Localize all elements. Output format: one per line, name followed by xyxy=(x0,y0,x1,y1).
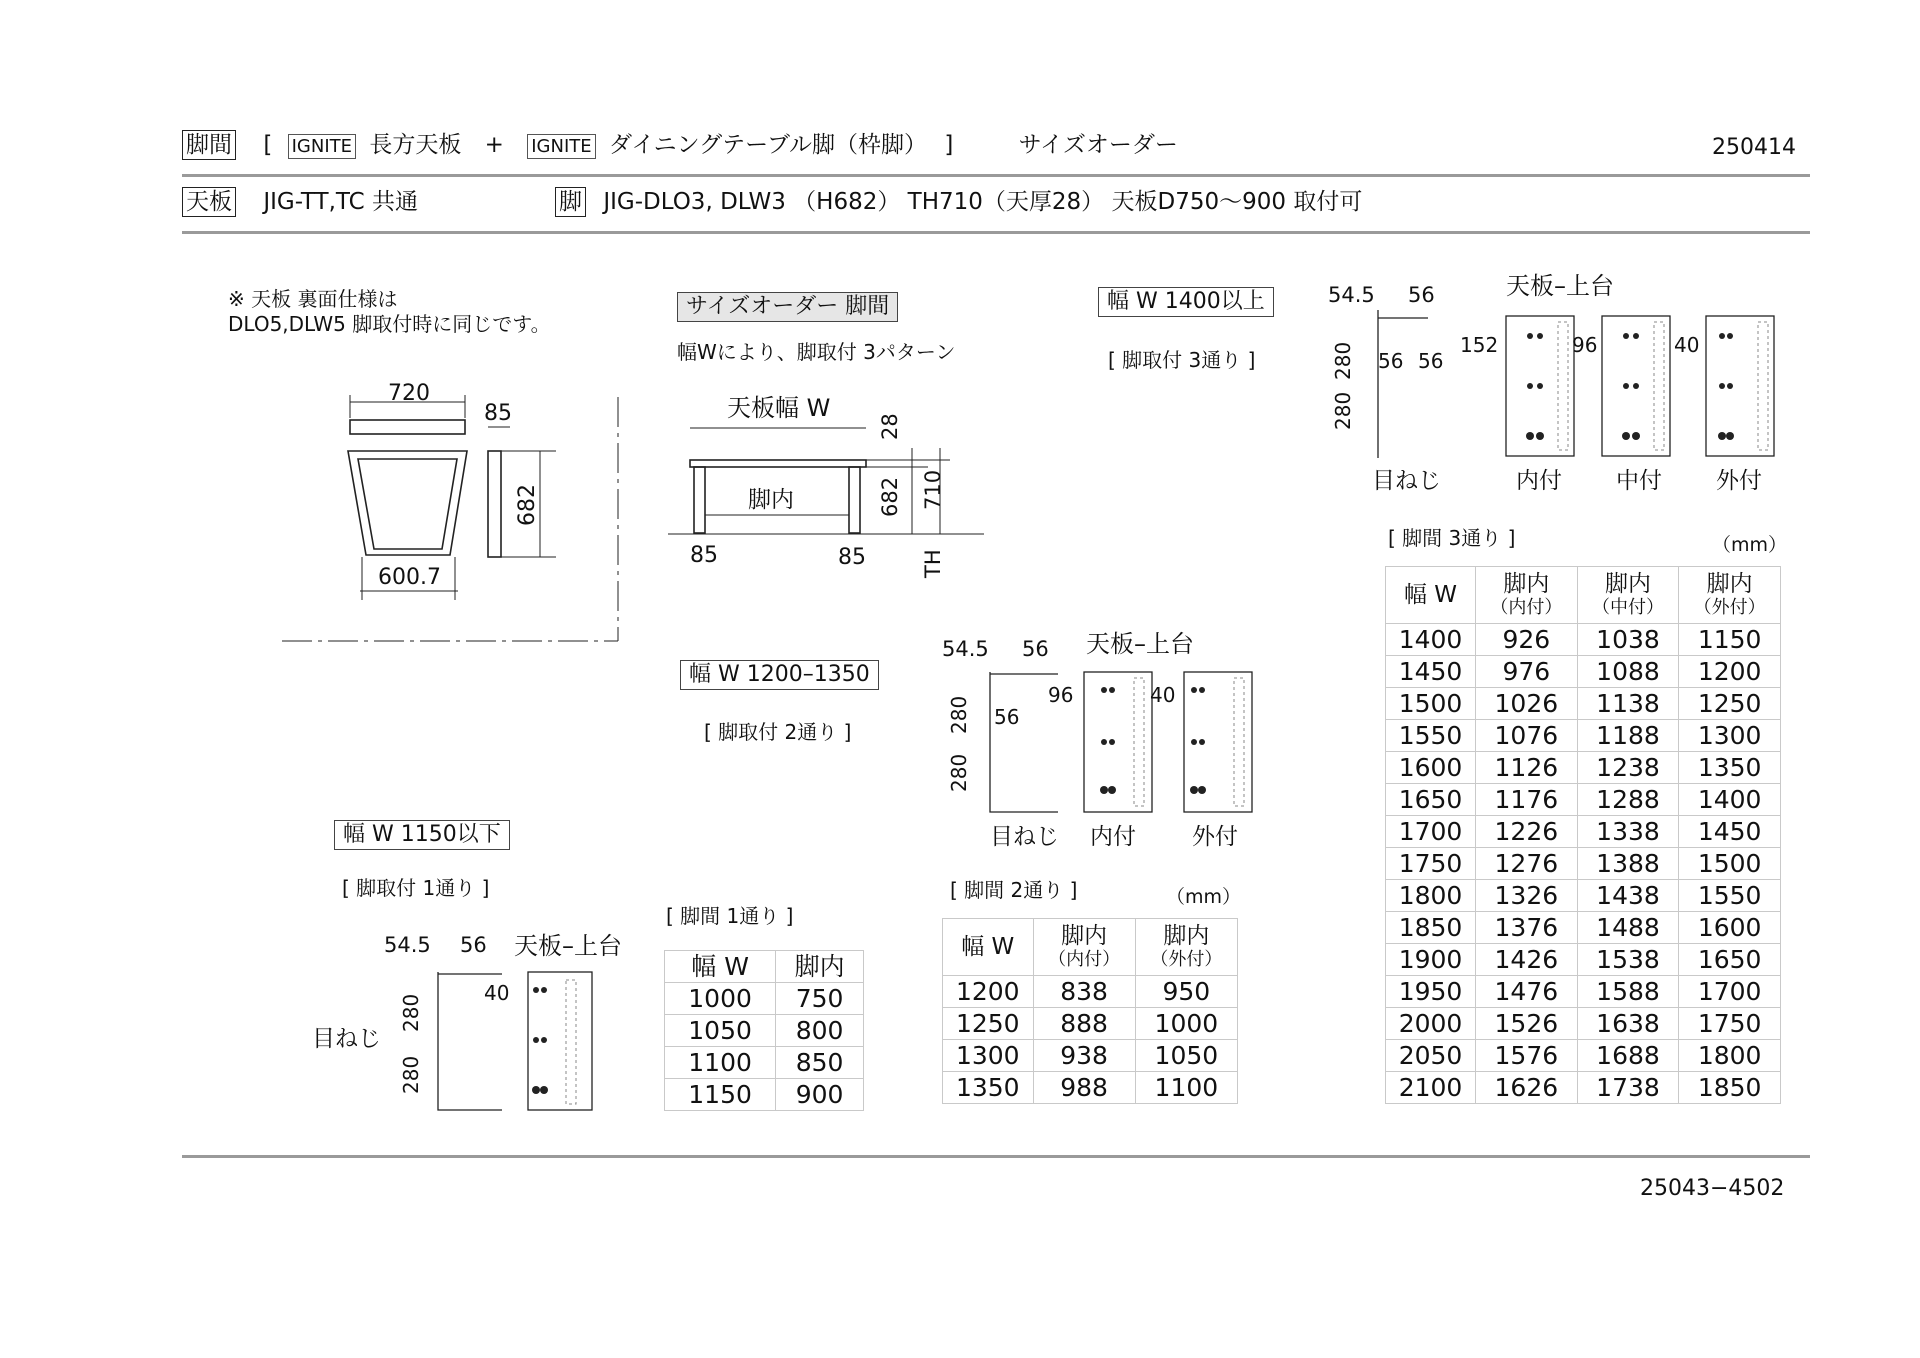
table-cell: 1800 xyxy=(1386,880,1476,912)
w1400-label-outer: 外付 xyxy=(1716,468,1762,494)
header-label: 脚内 xyxy=(1706,571,1753,598)
table-1 xyxy=(664,950,864,1111)
w1150-d56: 56 xyxy=(460,933,487,957)
header-sublabel: （外付） xyxy=(1150,948,1223,970)
table-cell: 1500 xyxy=(1679,848,1781,880)
table-cell: 1950 xyxy=(1386,976,1476,1008)
w1200-label-screw: 目ねじ xyxy=(990,824,1059,850)
table-cell: 1350 xyxy=(1679,752,1781,784)
w1400-sub: [ 脚取付 3通り ] xyxy=(1108,348,1256,372)
table-cell: 1500 xyxy=(1386,688,1476,720)
table-cell: 1538 xyxy=(1577,944,1679,976)
table-row xyxy=(1386,848,1781,880)
table-cell: 850 xyxy=(776,1047,864,1079)
table-cell: 1438 xyxy=(1577,880,1679,912)
w1400-d56c: 56 xyxy=(1418,349,1444,373)
table-cell: 1450 xyxy=(1386,656,1476,688)
table-cell: 1700 xyxy=(1679,976,1781,1008)
brand-tag-1: IGNITE xyxy=(288,134,356,159)
w1150-label-screw: 目ねじ xyxy=(312,1026,381,1052)
w1200-d56b: 56 xyxy=(994,705,1020,729)
divider-3 xyxy=(182,1155,1810,1158)
table-cell: 1750 xyxy=(1679,1008,1781,1040)
table-cell: 1250 xyxy=(943,1008,1034,1040)
table-row xyxy=(1386,1072,1781,1104)
dim-682-b: 682 xyxy=(878,476,902,517)
table-cell: 1188 xyxy=(1577,720,1679,752)
bracket-close: ] xyxy=(944,132,954,158)
table-cell: 1650 xyxy=(1386,784,1476,816)
table-row xyxy=(943,1040,1238,1072)
table-cell: 838 xyxy=(1033,976,1135,1008)
w1200-label-outer: 外付 xyxy=(1192,824,1238,850)
table-cell: 1576 xyxy=(1476,1040,1578,1072)
table-cell: 2050 xyxy=(1386,1040,1476,1072)
table-header-cell xyxy=(943,919,1034,976)
table-cell: 1326 xyxy=(1476,880,1578,912)
table-row xyxy=(1386,688,1781,720)
table-row xyxy=(1386,720,1781,752)
table-cell: 1000 xyxy=(1135,1008,1237,1040)
dim-85-right: 85 xyxy=(838,545,866,570)
table-cell: 1000 xyxy=(665,983,776,1015)
w1400-tag: 幅 W 1400以上 xyxy=(1098,287,1274,317)
table-cell: 1238 xyxy=(1577,752,1679,784)
table-cell: 1388 xyxy=(1577,848,1679,880)
table-cell: 1626 xyxy=(1476,1072,1578,1104)
table-cell: 1126 xyxy=(1476,752,1578,784)
w1400-d280b: 280 xyxy=(1331,391,1355,430)
w1150-d40: 40 xyxy=(484,981,510,1005)
table-header-cell xyxy=(1476,567,1578,624)
table-cell: 1850 xyxy=(1679,1072,1781,1104)
table-cell: 1650 xyxy=(1679,944,1781,976)
table-cell: 1226 xyxy=(1476,816,1578,848)
table-row xyxy=(1386,816,1781,848)
table-cell: 988 xyxy=(1033,1072,1135,1104)
table-cell: 1338 xyxy=(1577,816,1679,848)
w1150-d280b: 280 xyxy=(399,1055,423,1094)
table-row xyxy=(665,951,864,983)
header-sublabel: （中付） xyxy=(1591,596,1664,618)
table-cell: 1588 xyxy=(1577,976,1679,1008)
w1200-d40: 40 xyxy=(1150,683,1176,707)
table2-unit: （mm） xyxy=(1166,886,1242,908)
table-cell: 1200 xyxy=(943,976,1034,1008)
table-header-row xyxy=(943,919,1238,976)
w1400-d96: 96 xyxy=(1572,333,1598,357)
table-cell: 976 xyxy=(1476,656,1578,688)
table-cell: 1250 xyxy=(1679,688,1781,720)
leg-model-text: JIG-DLO3, DLW3 （H682） TH710（天厚28） 天板D750〜900 取付可 xyxy=(603,189,1363,215)
table-cell: 1200 xyxy=(1679,656,1781,688)
table-row xyxy=(1386,624,1781,656)
table-row xyxy=(665,983,864,1015)
table-cell: 1176 xyxy=(1476,784,1578,816)
table-header-cell xyxy=(1135,919,1237,976)
w1200-d56a: 56 xyxy=(1022,637,1049,661)
table-2 xyxy=(942,918,1238,1104)
table-header-row xyxy=(1386,567,1781,624)
dim-85-side: 85 xyxy=(484,401,512,426)
table-cell: 1638 xyxy=(1577,1008,1679,1040)
w1400-d280a: 280 xyxy=(1331,341,1355,380)
table-cell: 1750 xyxy=(1386,848,1476,880)
header-sublabel: （内付） xyxy=(1048,948,1121,970)
note-line-1: ※ 天板 裏面仕様は xyxy=(228,287,398,311)
table-cell: 1526 xyxy=(1476,1008,1578,1040)
header-label: 幅 W xyxy=(961,933,1015,960)
table-cell: 1150 xyxy=(665,1079,776,1111)
dim-720: 720 xyxy=(388,381,430,406)
w1400-label-inner: 内付 xyxy=(1516,468,1562,494)
table1-head-w: 幅 W xyxy=(665,951,776,983)
w1200-d96: 96 xyxy=(1048,683,1074,707)
table-cell: 1550 xyxy=(1386,720,1476,752)
w1400-d56a: 56 xyxy=(1408,283,1435,307)
table-row xyxy=(1386,784,1781,816)
tag-tenban: 天板 xyxy=(182,187,236,217)
table-cell: 888 xyxy=(1033,1008,1135,1040)
table-row xyxy=(665,1047,864,1079)
table-cell: 1050 xyxy=(665,1015,776,1047)
plus-sign: + xyxy=(484,132,504,158)
table-row xyxy=(1386,976,1781,1008)
table-cell: 950 xyxy=(1135,976,1237,1008)
table-row xyxy=(1386,912,1781,944)
size-order-tag: サイズオーダー 脚間 xyxy=(677,292,898,322)
bracket-open: [ xyxy=(263,132,273,158)
w1200-sub: [ 脚取付 2通り ] xyxy=(704,720,852,744)
table-cell: 1138 xyxy=(1577,688,1679,720)
table-cell: 1400 xyxy=(1386,624,1476,656)
table-header-cell xyxy=(1577,567,1679,624)
w1200-label-inner: 内付 xyxy=(1090,824,1136,850)
table-row xyxy=(665,1015,864,1047)
table-cell: 1038 xyxy=(1577,624,1679,656)
table-row xyxy=(665,1079,864,1111)
note-line-2: DLO5,DLW5 脚取付時に同じです。 xyxy=(228,312,551,336)
w1200-tag: 幅 W 1200–1350 xyxy=(680,660,879,690)
tag-leg: 脚 xyxy=(555,187,586,217)
table-cell: 1076 xyxy=(1476,720,1578,752)
tag-kyakukan: 脚間 xyxy=(182,130,236,160)
table-header-cell xyxy=(1386,567,1476,624)
table-row xyxy=(1386,1040,1781,1072)
table-cell: 1050 xyxy=(1135,1040,1237,1072)
table-cell: 1276 xyxy=(1476,848,1578,880)
table2-title: [ 脚間 2通り ] xyxy=(950,878,1078,902)
table1-title: [ 脚間 1通り ] xyxy=(666,904,794,928)
w1200-d280a: 280 xyxy=(947,695,971,734)
table-3 xyxy=(1385,566,1781,1104)
label-top-width: 天板幅 W xyxy=(727,394,831,422)
w1150-d280a: 280 xyxy=(399,993,423,1032)
table-row xyxy=(1386,656,1781,688)
table-cell: 1100 xyxy=(1135,1072,1237,1104)
table-cell: 1550 xyxy=(1679,880,1781,912)
w1400-d56b: 56 xyxy=(1378,349,1404,373)
table-cell: 1850 xyxy=(1386,912,1476,944)
table-cell: 1450 xyxy=(1679,816,1781,848)
header-sublabel: （外付） xyxy=(1693,596,1766,618)
brand-tag-2: IGNITE xyxy=(527,134,595,159)
dim-28: 28 xyxy=(878,413,902,440)
table-cell: 926 xyxy=(1476,624,1578,656)
table-cell: 900 xyxy=(776,1079,864,1111)
dim-682: 682 xyxy=(515,484,540,526)
table-cell: 1350 xyxy=(943,1072,1034,1104)
table-cell: 1688 xyxy=(1577,1040,1679,1072)
w1400-label-screw: 目ねじ xyxy=(1372,468,1441,494)
w1400-top-label: 天板–上台 xyxy=(1506,272,1614,300)
size-order-desc: 幅Wにより、脚取付 3パターン xyxy=(677,340,956,364)
header-label: 脚内 xyxy=(1061,923,1108,950)
footer-code: 25043−4502 xyxy=(1640,1176,1785,1201)
table-cell: 1476 xyxy=(1476,976,1578,1008)
dim-600: 600.7 xyxy=(378,565,441,590)
header-label: 脚内 xyxy=(1163,923,1210,950)
table-cell: 938 xyxy=(1033,1040,1135,1072)
table-row xyxy=(1386,880,1781,912)
table-cell: 2000 xyxy=(1386,1008,1476,1040)
table-cell: 1300 xyxy=(943,1040,1034,1072)
table-cell: 1426 xyxy=(1476,944,1578,976)
table-cell: 1088 xyxy=(1577,656,1679,688)
w1400-d40: 40 xyxy=(1674,333,1700,357)
header-sublabel: （内付） xyxy=(1490,596,1563,618)
table-row xyxy=(943,1072,1238,1104)
table-cell: 1376 xyxy=(1476,912,1578,944)
w1150-sub: [ 脚取付 1通り ] xyxy=(342,876,490,900)
table-cell: 1300 xyxy=(1679,720,1781,752)
w1400-d152: 152 xyxy=(1460,333,1499,357)
w1400-label-mid: 中付 xyxy=(1616,468,1662,494)
w1400-d545: 54.5 xyxy=(1328,283,1375,307)
dim-85-left: 85 xyxy=(690,543,718,568)
w1200-d280b: 280 xyxy=(947,753,971,792)
table-cell: 1150 xyxy=(1679,624,1781,656)
header-label: 幅 W xyxy=(1403,581,1458,608)
table3-unit: （mm） xyxy=(1712,534,1788,556)
table-cell: 1100 xyxy=(665,1047,776,1079)
table-cell: 1488 xyxy=(1577,912,1679,944)
table-header-cell xyxy=(1033,919,1135,976)
w1150-top-label: 天板–上台 xyxy=(514,932,622,960)
table3-title: [ 脚間 3通り ] xyxy=(1388,526,1516,550)
header-label: 脚内 xyxy=(1503,571,1550,598)
table-cell: 1738 xyxy=(1577,1072,1679,1104)
item-top: 長方天板 xyxy=(369,132,462,158)
table1-head-inner: 脚内 xyxy=(776,951,864,983)
table-row xyxy=(1386,752,1781,784)
dim-710: 710 xyxy=(921,469,945,510)
w1200-top-label: 天板–上台 xyxy=(1086,630,1194,658)
w1200-d545: 54.5 xyxy=(942,637,989,661)
doc-date-code: 250414 xyxy=(1712,135,1796,160)
table-cell: 1400 xyxy=(1679,784,1781,816)
table-cell: 2100 xyxy=(1386,1072,1476,1104)
table-row xyxy=(943,1008,1238,1040)
table-cell: 750 xyxy=(776,983,864,1015)
label-inner: 脚内 xyxy=(748,487,794,513)
table-cell: 1800 xyxy=(1679,1040,1781,1072)
table-row xyxy=(943,976,1238,1008)
item-leg: ダイニングテーブル脚（枠脚） xyxy=(608,132,928,158)
dim-th: TH xyxy=(921,549,945,578)
table-cell: 1026 xyxy=(1476,688,1578,720)
top-model-text: JIG-TT,TC 共通 xyxy=(263,189,418,215)
size-order-label: サイズオーダー xyxy=(1018,132,1178,158)
table-cell: 800 xyxy=(776,1015,864,1047)
table-cell: 1288 xyxy=(1577,784,1679,816)
table-row xyxy=(1386,1008,1781,1040)
table-cell: 1700 xyxy=(1386,816,1476,848)
w1150-tag: 幅 W 1150以下 xyxy=(334,820,510,850)
table-cell: 1900 xyxy=(1386,944,1476,976)
header-label: 脚内 xyxy=(1604,571,1651,598)
table-header-cell xyxy=(1679,567,1781,624)
table-cell: 1600 xyxy=(1679,912,1781,944)
table-cell: 1600 xyxy=(1386,752,1476,784)
table-row xyxy=(1386,944,1781,976)
w1150-d545: 54.5 xyxy=(384,933,431,957)
